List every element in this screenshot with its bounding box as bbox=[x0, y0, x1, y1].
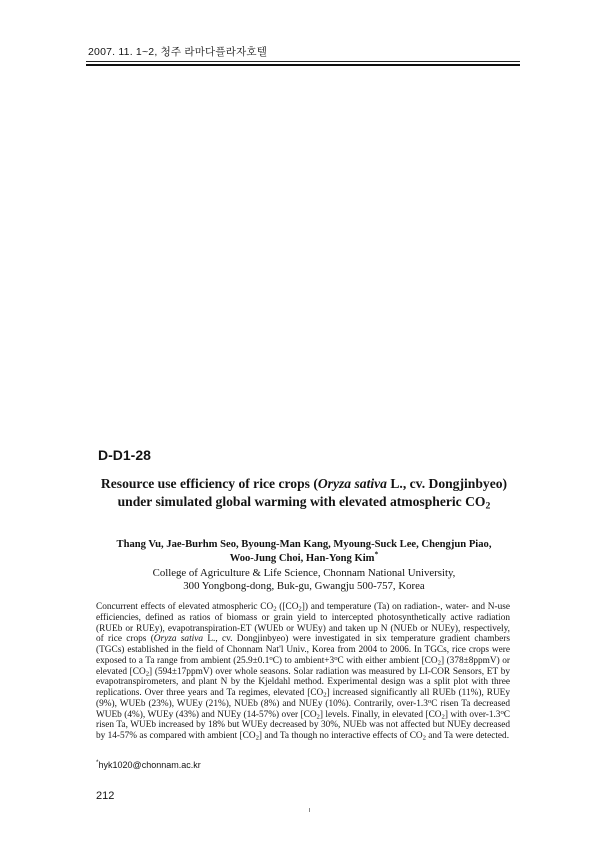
abs-sub-co2: 2 bbox=[145, 669, 150, 677]
scan-mark bbox=[309, 808, 310, 812]
abs-seg-9: ] (594±17ppmV) over whole seasons. Solar radiation was measured by LI-COR Sensors, ET by evapotranspirometers, and plant N by the Kjeldahl method. Experimental design was a split plot with three replications. Over three years and Ta regimes, elevated [CO bbox=[96, 666, 510, 698]
abs-sub-co2: 2 bbox=[273, 605, 277, 613]
abstract-body bbox=[96, 602, 510, 742]
abs-seg-7: C with either ambient [CO bbox=[337, 655, 438, 666]
email-text: hyk1020@chonnam.ac.kr bbox=[98, 760, 201, 770]
title-subscript: 2 bbox=[485, 500, 491, 512]
paper-title bbox=[100, 475, 508, 511]
abs-sub-co2: 2 bbox=[323, 691, 327, 699]
abs-sub-co2: 2 bbox=[437, 659, 441, 667]
abs-sub-co2: 2 bbox=[441, 712, 445, 720]
abs-seg-15: ] and Ta though no interactive effects of CO bbox=[258, 731, 423, 741]
abs-species: Oryza sativa bbox=[153, 634, 204, 645]
title-part1: Resource use efficiency of rice crops ( bbox=[100, 476, 318, 491]
abs-degree: o bbox=[427, 697, 432, 705]
abs-seg-5: L., cv. Dongjinbyeo) were investigated in six temperature gradient chambers (TGCs) established in the field of Chonnam Nat'l Univ., Korea from 2004 to 2006. In TGCs, rice crops were exposed to a Ta range from ambient (25.9±0.1 bbox=[96, 634, 510, 666]
abs-sub-co2: 2 bbox=[298, 605, 302, 613]
abs-seg-10: ] increased significantly all RUEb (11%), RUEy (9%), WUEb (23%), WUEy (21%), NUEb (8%) and NUEy (10%). Contrarily, over-1.3 bbox=[96, 688, 510, 709]
title-species: Oryza sativa bbox=[317, 476, 387, 491]
affiliation bbox=[100, 567, 508, 593]
abs-seg-6: C) to ambient+3 bbox=[272, 655, 335, 666]
abs-seg-14: C risen Ta, WUEb increased by 18% but WUEy decreased by 30%, NUEb was not affected but NUEy decreased by 14-57% as compared with ambient [CO bbox=[96, 709, 510, 741]
title-part2: L., cv. Dongjinbyeo) under simulated global warming with elevated atmospheric CO bbox=[117, 476, 508, 509]
affiliation-line-2: 300 Yongbong-dong, Buk-gu, Gwangju 500-757, Korea bbox=[183, 580, 425, 592]
header-rule-thick bbox=[86, 64, 520, 66]
abs-seg-13: ] with over-1.3 bbox=[444, 709, 501, 720]
corresponding-mark: * bbox=[374, 549, 379, 559]
abs-seg-16: and Ta were detected. bbox=[425, 731, 510, 741]
abstract-code: D-D1-28 bbox=[98, 447, 151, 463]
header-rule-thin bbox=[86, 61, 520, 62]
abs-sub-co2: 2 bbox=[316, 712, 320, 720]
abs-degree: o bbox=[334, 654, 338, 662]
running-header: 2007. 11. 1~2, 청주 라마다플라자호텔 bbox=[88, 46, 268, 58]
abs-sub-co2: 2 bbox=[255, 734, 259, 742]
abs-seg-2: ([CO bbox=[276, 602, 299, 612]
corresponding-email bbox=[96, 760, 201, 770]
authors-line-2-text: Woo-Jung Choi, Han-Yong Kim bbox=[229, 553, 375, 564]
page-number: 212 bbox=[96, 790, 115, 802]
abs-seg-11: C risen Ta decreased WUEb (4%), WUEy (43%) and NUEy (14-57%) over [CO bbox=[96, 698, 510, 720]
abs-degree: o bbox=[500, 708, 504, 716]
authors-line-1: Thang Vu, Jae-Burhm Seo, Byoung-Man Kang, Myoung-Suck Lee, Chengjun Piao, bbox=[116, 539, 492, 550]
abs-seg-8: ] (378±8ppmV) or elevated [CO bbox=[96, 655, 511, 677]
abs-sub-co2: 2 bbox=[422, 734, 426, 742]
email-mark: * bbox=[96, 759, 99, 766]
abs-seg-3: ]) and temperature (Ta) on radiation-, water- and N-use efficiencies, defined as ratios of biomass or grain yield to intercepted photosynthetically active radiation (RUEb or RUEy), evapotranspiration-ET (WUEb or WUEy) and taken up N (NUEb or NUEy), respectively, of rice crops ( bbox=[96, 602, 511, 645]
abs-degree: o bbox=[269, 654, 273, 662]
affiliation-line-1: College of Agriculture & Life Science, Chonnam National University, bbox=[152, 567, 456, 579]
abs-seg-12: ] levels. Finally, in elevated [CO bbox=[319, 709, 442, 720]
abs-seg-1: Concurrent effects of elevated atmospheric CO bbox=[96, 602, 274, 612]
author-list bbox=[100, 538, 508, 566]
authors-line-2 bbox=[100, 549, 508, 566]
